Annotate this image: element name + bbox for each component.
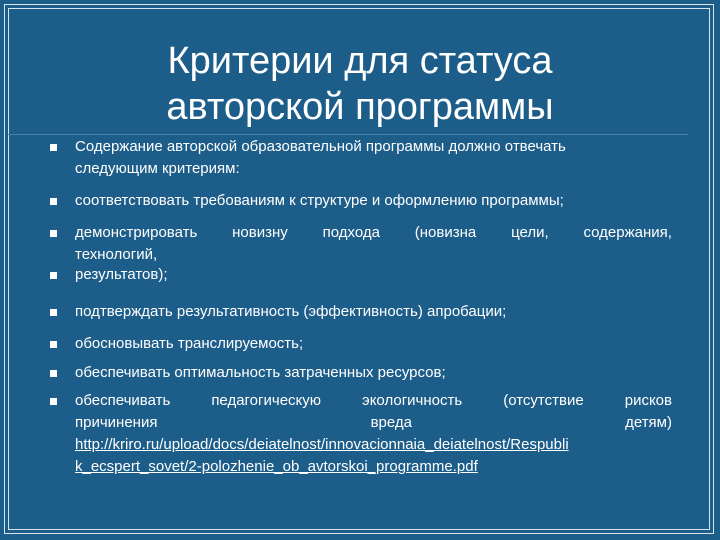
bullet-item-8 — [75, 390, 672, 478]
square-bullet-icon — [50, 144, 57, 151]
square-bullet-icon — [50, 370, 57, 377]
bullet-8-word: педагогическую — [211, 392, 322, 409]
bullet-8-word: рисков — [624, 392, 672, 409]
bullet-item-1 — [75, 136, 672, 180]
square-bullet-icon — [50, 230, 57, 237]
square-bullet-icon — [50, 198, 57, 205]
bullet-3-line-1 — [75, 222, 672, 244]
bullet-8-line-1 — [75, 390, 672, 412]
bullet-8-word: детям) — [625, 414, 672, 431]
bullet-3-word: цели, — [511, 224, 549, 241]
bullet-item-3 — [75, 222, 672, 266]
square-bullet-icon — [50, 398, 57, 405]
bullet-7-text: обеспечивать оптимальность затраченных ресурсов; — [75, 364, 446, 381]
bullet-8-word: обеспечивать — [75, 392, 171, 409]
bullet-8-word: (отсутствие — [503, 392, 584, 409]
bullet-1-line-2: следующим критериям: — [75, 160, 240, 177]
bullet-3-word: демонстрировать — [75, 224, 198, 241]
bullet-8-word: экологичность — [362, 392, 463, 409]
source-link-line-2[interactable]: k_ecspert_sovet/2-polozhenie_ob_avtorskoi_programme.pdf — [75, 458, 478, 475]
bullet-item-5 — [75, 301, 672, 323]
bullet-item-7 — [75, 362, 672, 384]
title-line-1: Критерии для статуса — [167, 40, 553, 82]
bullet-8-word: вреда — [370, 414, 412, 431]
bullet-item-4 — [75, 264, 672, 286]
bullet-8-word: причинения — [75, 414, 158, 431]
bullet-1-line-1: Содержание авторской образовательной программы должно отвечать — [75, 138, 566, 155]
bullet-item-6 — [75, 333, 672, 355]
bullet-2-text: соответствовать требованиям к структуре и оформлению программы; — [75, 192, 564, 209]
bullet-3-word: (новизна — [414, 224, 477, 241]
bullet-3-word: новизну — [232, 224, 288, 241]
title-line-2: авторской программы — [166, 86, 554, 128]
bullet-8-line-2 — [75, 412, 672, 434]
square-bullet-icon — [50, 341, 57, 348]
bullet-3-word: содержания, — [583, 224, 672, 241]
square-bullet-icon — [50, 272, 57, 279]
bullet-4-text: результатов); — [75, 266, 168, 283]
source-link[interactable] — [75, 434, 672, 478]
square-bullet-icon — [50, 309, 57, 316]
bullet-6-text: обосновывать транслируемость; — [75, 335, 304, 352]
bullet-3-line-2: технологий, — [75, 246, 158, 263]
bullet-3-word: подхода — [322, 224, 380, 241]
source-link-line-1[interactable]: http://kriro.ru/upload/docs/deiatelnost/innovacionnaia_deiatelnost/Respubli — [75, 436, 569, 453]
bullet-5-text: подтверждать результативность (эффективность) апробации; — [75, 303, 507, 320]
bullet-item-2 — [75, 190, 672, 212]
